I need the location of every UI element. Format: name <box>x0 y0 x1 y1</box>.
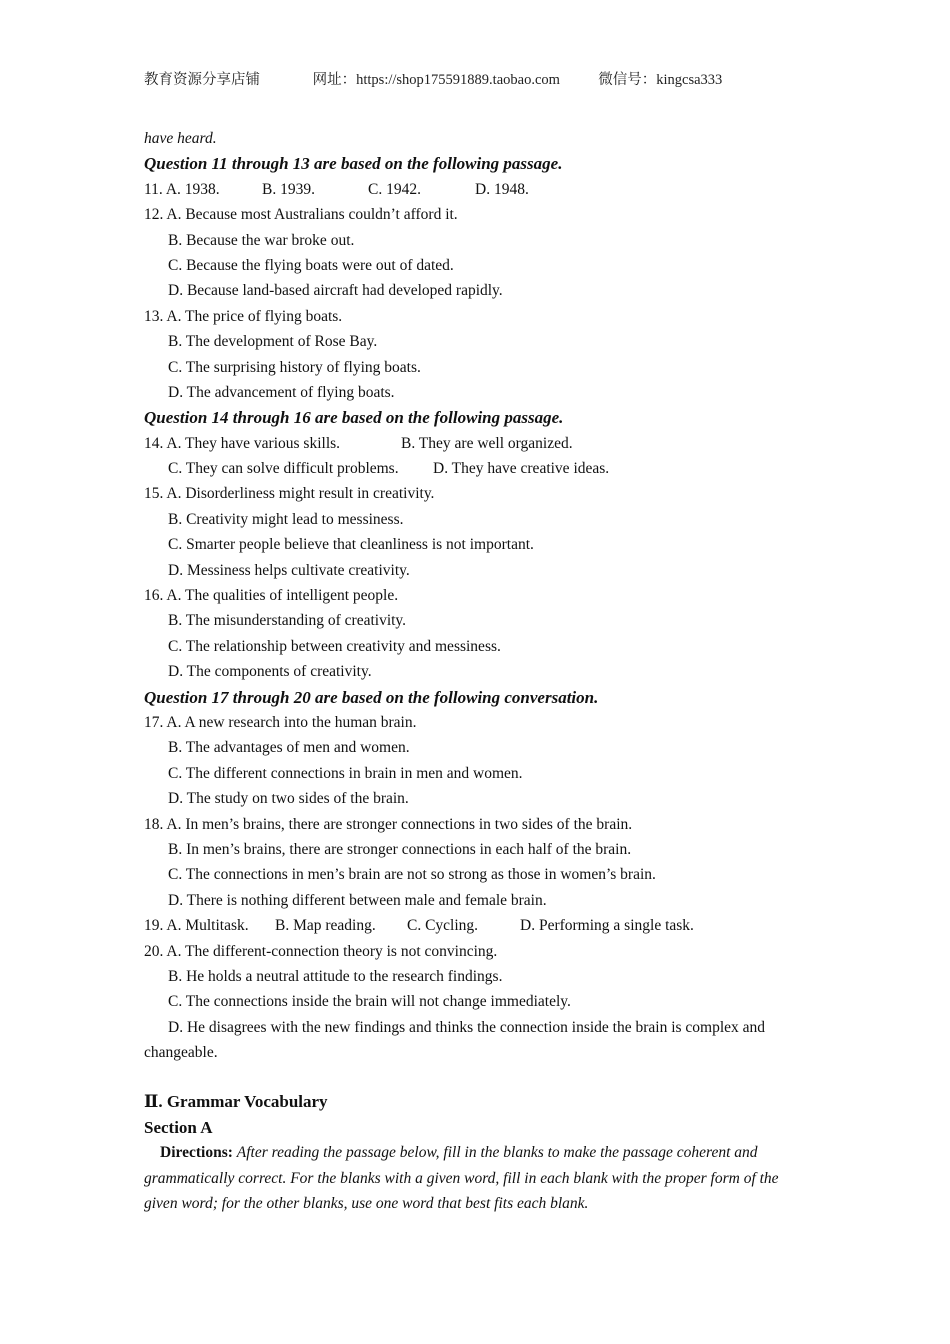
part-title: Ⅱ. Grammar Vocabulary <box>144 1092 328 1112</box>
question-14 <box>144 431 814 456</box>
header-url: 网址：https://shop175591889.taobao.com <box>312 72 560 88</box>
lead-text: have heard. <box>144 130 217 147</box>
question-11 <box>144 177 814 202</box>
directions-label: Directions: <box>160 1144 233 1162</box>
option: D. Performing a single task. <box>520 917 694 935</box>
option: B. The misunderstanding of creativity. <box>168 612 407 630</box>
option: C. They can solve difficult problems. <box>168 460 399 478</box>
header-shop: 教育资源分享店铺 <box>144 72 260 88</box>
option: D. The study on two sides of the brain. <box>168 790 409 808</box>
option: C. The surprising history of flying boats. <box>168 358 421 376</box>
option: B. They are well organized. <box>401 434 573 452</box>
option: D. He disagrees with the new findings and thinks the connection inside the brain is complex and <box>168 1018 766 1036</box>
option: C. The different connections in brain in men and women. <box>168 764 523 782</box>
option: 14. A. They have various skills. <box>144 434 341 452</box>
section-heading: Question 17 through 20 are based on the following conversation. <box>144 687 599 707</box>
option: 15. A. Disorderliness might result in creativity. <box>144 485 435 503</box>
header-wechat: 微信号：kingcsa333 <box>598 72 723 88</box>
page-header <box>144 68 722 89</box>
option: D. The components of creativity. <box>168 663 372 681</box>
option: C. Cycling. <box>407 917 479 935</box>
option: 17. A. A new research into the human brain. <box>144 713 417 731</box>
question-14-cd <box>144 456 814 481</box>
option: B. The advantages of men and women. <box>168 739 410 757</box>
option: D. Messiness helps cultivate creativity. <box>168 561 410 579</box>
option: B. 1939. <box>262 180 315 198</box>
option: 20. A. The different-connection theory is not convincing. <box>144 942 498 960</box>
option: D. Because land-based aircraft had developed rapidly. <box>168 282 503 300</box>
option: C. Because the flying boats were out of dated. <box>168 256 454 274</box>
option-continuation: changeable. <box>144 1044 218 1062</box>
directions <box>144 1140 814 1216</box>
option: B. The development of Rose Bay. <box>168 333 378 351</box>
option: C. 1942. <box>368 180 421 198</box>
option: D. There is nothing different between male and female brain. <box>168 891 547 909</box>
option: 19. A. Multitask. <box>144 917 249 935</box>
option: B. Because the war broke out. <box>168 231 355 249</box>
option: B. He holds a neutral attitude to the research findings. <box>168 967 503 985</box>
section-heading: Question 14 through 16 are based on the following passage. <box>144 408 564 428</box>
option: 13. A. The price of flying boats. <box>144 307 343 325</box>
option: 18. A. In men’s brains, there are stronger connections in two sides of the brain. <box>144 815 633 833</box>
directions-text: After reading the passage below, fill in the blanks to make the passage coherent and grammatically correct. For the blanks with a given word, fill in each blank with the proper form of the given word; for the other blanks, use one word that best fits each blank. <box>144 1144 779 1213</box>
option: D. They have creative ideas. <box>433 460 610 478</box>
option: C. Smarter people believe that cleanliness is not important. <box>168 536 534 554</box>
section-heading: Question 11 through 13 are based on the following passage. <box>144 154 563 174</box>
option: 11. A. 1938. <box>144 180 220 198</box>
section-title: Section A <box>144 1117 213 1137</box>
option: D. 1948. <box>475 180 529 198</box>
question-19 <box>144 913 814 938</box>
option: B. Creativity might lead to messiness. <box>168 510 404 528</box>
option: C. The connections in men’s brain are not so strong as those in women’s brain. <box>168 866 656 884</box>
option: 12. A. Because most Australians couldn’t afford it. <box>144 206 458 224</box>
option: B. Map reading. <box>275 917 376 935</box>
option: C. The relationship between creativity and messiness. <box>168 637 501 655</box>
option: D. The advancement of flying boats. <box>168 383 395 401</box>
exam-content <box>144 126 814 1216</box>
option: 16. A. The qualities of intelligent people. <box>144 587 399 605</box>
option: B. In men’s brains, there are stronger connections in each half of the brain. <box>168 840 632 858</box>
option: C. The connections inside the brain will not change immediately. <box>168 993 571 1011</box>
